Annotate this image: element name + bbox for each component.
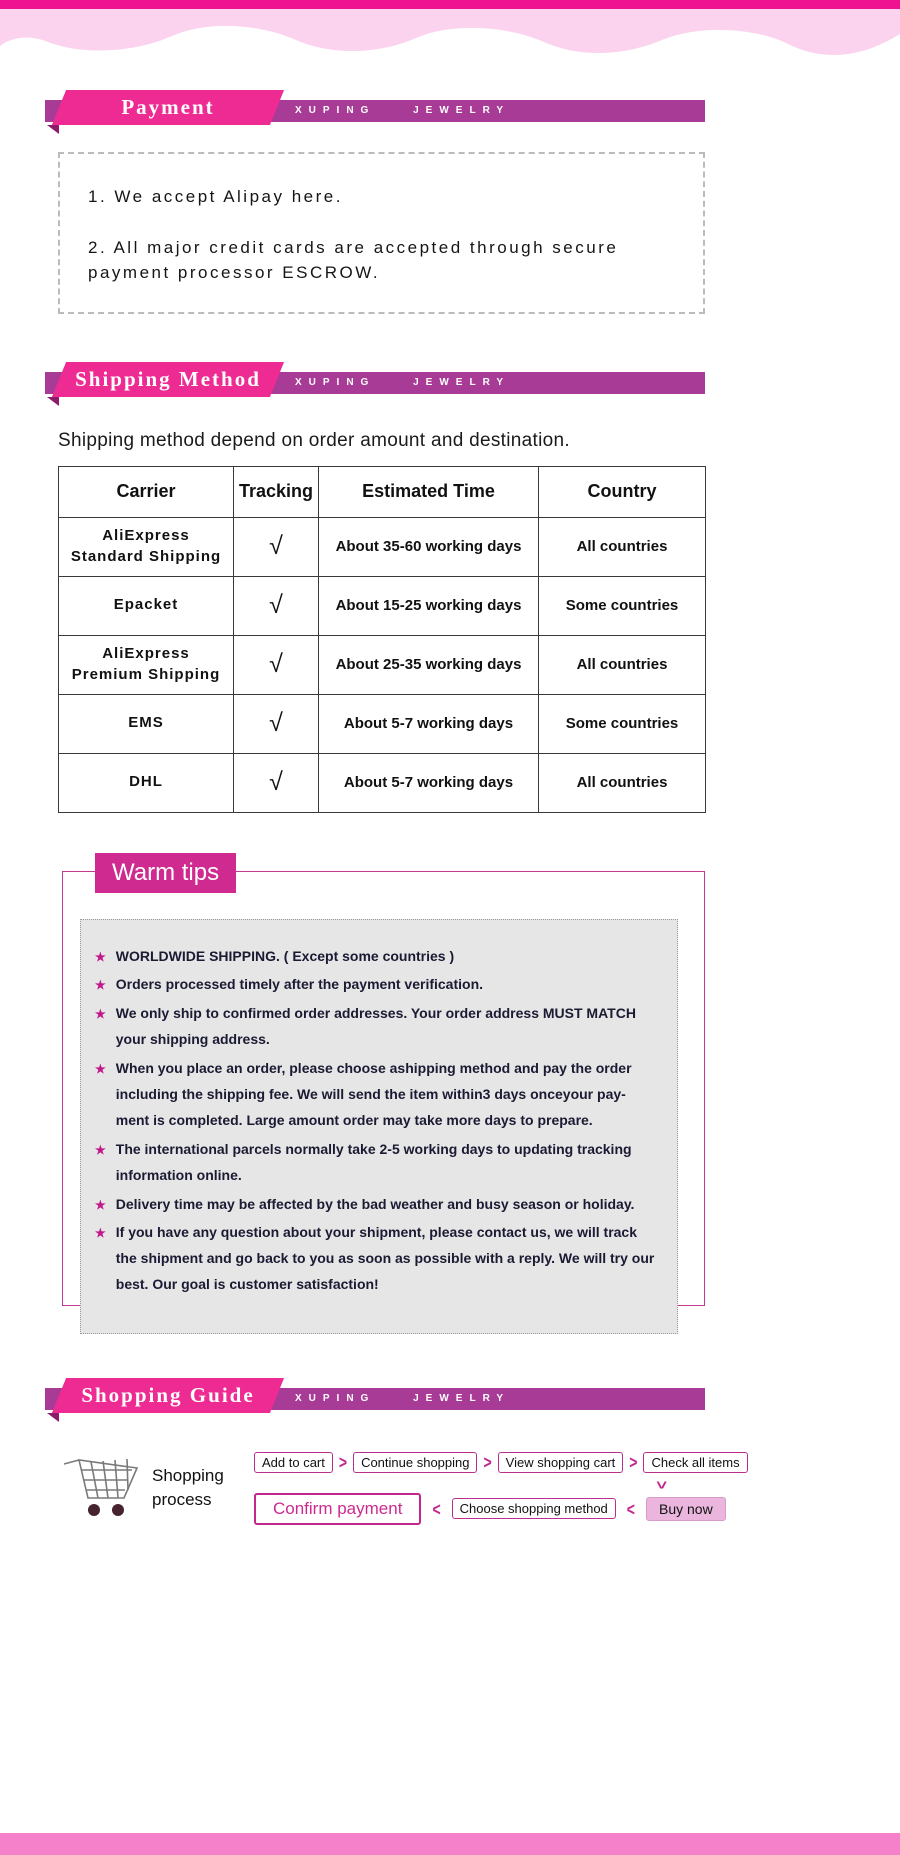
tip-item — [95, 1137, 659, 1189]
payment-ribbon — [52, 90, 284, 125]
tip-item — [95, 1220, 659, 1298]
chevron-left-icon: < — [626, 1497, 635, 1520]
continue-shopping-button[interactable]: Continue shopping — [353, 1452, 477, 1473]
country-cell: Some countries — [539, 576, 706, 635]
carrier-cell: AliExpress Premium Shipping — [59, 635, 234, 694]
tip-text: If you have any question about your shipment, please contact us, we will track the shipment and go back to you as soon as possible with a reply. We will try our best. Our goal is customer satisfaction! — [115, 1224, 655, 1293]
shopping-cart-icon — [58, 1444, 144, 1524]
tracking-check-icon: √ — [234, 517, 319, 576]
flow-row-1 — [254, 1451, 740, 1473]
col-header-tracking: Tracking — [234, 466, 319, 517]
tip-item — [95, 1056, 659, 1134]
star-icon: ★ — [95, 1062, 106, 1077]
chevron-down-icon: > — [651, 1480, 673, 1489]
table-row — [59, 517, 706, 576]
carrier-cell: DHL — [59, 753, 234, 812]
warm-tips-box — [80, 919, 678, 1334]
col-header-time: Estimated Time — [319, 466, 539, 517]
star-icon: ★ — [95, 1007, 106, 1022]
table-row — [59, 635, 706, 694]
choose-shipping-method-button[interactable]: Choose shopping method — [452, 1498, 616, 1519]
shopping-process-area — [58, 1438, 900, 1525]
carrier-cell: AliExpress Standard Shipping — [59, 517, 234, 576]
star-icon: ★ — [95, 1142, 106, 1157]
time-cell: About 5-7 working days — [319, 753, 539, 812]
chevron-right-icon: > — [338, 1451, 348, 1473]
warm-tips-section — [62, 853, 705, 1334]
star-icon: ★ — [95, 1197, 106, 1212]
star-icon: ★ — [95, 978, 106, 993]
tip-text: Orders processed timely after the payment verification. — [115, 976, 484, 993]
check-all-items-button[interactable]: Check all items — [643, 1452, 747, 1473]
table-row — [59, 576, 706, 635]
col-header-country: Country — [539, 466, 706, 517]
chevron-left-icon: < — [432, 1497, 441, 1520]
table-row — [59, 753, 706, 812]
chevron-right-icon: > — [483, 1451, 492, 1473]
bottom-bar — [0, 1833, 900, 1855]
carrier-cell: EMS — [59, 694, 234, 753]
chevron-right-icon: > — [629, 1451, 638, 1473]
payment-note-2: 2. All major credit cards are accepted through secure payment processor ESCROW. — [88, 237, 619, 282]
top-wave — [0, 0, 900, 64]
time-cell: About 15-25 working days — [319, 576, 539, 635]
country-cell: All countries — [539, 753, 706, 812]
payment-note-1: 1. We accept Alipay here. — [88, 187, 343, 206]
tip-item — [95, 944, 659, 970]
col-header-carrier: Carrier — [59, 466, 234, 517]
shipping-ribbon — [52, 362, 284, 397]
tracking-check-icon: √ — [234, 576, 319, 635]
brand-watermark: XUPING JEWELRY — [295, 376, 511, 388]
time-cell: About 5-7 working days — [319, 694, 539, 753]
shipping-intro: Shipping method depend on order amount and destination. — [58, 429, 570, 451]
tip-text: WORLDWIDE SHIPPING. ( Except some countries ) — [115, 947, 455, 964]
payment-title: Payment — [121, 95, 215, 119]
ribbon-fold — [47, 397, 59, 406]
guide-ribbon — [52, 1378, 284, 1413]
time-cell: About 35-60 working days — [319, 517, 539, 576]
payment-section-header — [45, 90, 725, 132]
guide-section-header — [45, 1378, 725, 1420]
country-cell: All countries — [539, 517, 706, 576]
tip-text: Delivery time may be affected by the bad weather and busy season or holiday. — [115, 1195, 635, 1212]
confirm-payment-button[interactable]: Confirm payment — [254, 1493, 421, 1525]
tracking-check-icon: √ — [234, 753, 319, 812]
table-header-row — [59, 466, 706, 517]
country-cell: All countries — [539, 635, 706, 694]
star-icon: ★ — [95, 949, 106, 964]
process-flow — [254, 1451, 740, 1525]
shipping-section-header — [45, 362, 725, 404]
wave-graphic — [0, 0, 900, 64]
shipping-title: Shipping Method — [75, 366, 261, 391]
brand-watermark: XUPING JEWELRY — [295, 1392, 511, 1404]
table-row — [59, 694, 706, 753]
tip-text: We only ship to confirmed order addresses. Your order address MUST MATCH your shipping address. — [115, 1005, 636, 1048]
carrier-cell: Epacket — [59, 576, 234, 635]
tracking-check-icon: √ — [234, 694, 319, 753]
process-label: Shopping process — [152, 1465, 224, 1510]
country-cell: Some countries — [539, 694, 706, 753]
time-cell: About 25-35 working days — [319, 635, 539, 694]
ribbon-fold — [47, 1413, 59, 1422]
tip-item — [95, 972, 659, 998]
add-to-cart-button[interactable]: Add to cart — [254, 1452, 333, 1473]
tip-item — [95, 1192, 659, 1218]
tip-text: When you place an order, please choose ashipping method and pay the order including the shipping fee. We will send the item within3 days onceyour pay-ment is completed. Large amount order may take more days to prepare. — [115, 1060, 632, 1128]
payment-note-box — [58, 152, 705, 314]
tracking-check-icon: √ — [234, 635, 319, 694]
buy-now-button[interactable]: Buy now — [646, 1497, 726, 1521]
brand-watermark: XUPING JEWELRY — [295, 105, 511, 116]
tip-item — [95, 1001, 659, 1053]
view-cart-button[interactable]: View shopping cart — [498, 1452, 624, 1473]
tip-text: The international parcels normally take 2-5 working days to updating tracking information online. — [115, 1140, 632, 1183]
flow-row-2 — [254, 1493, 734, 1525]
star-icon: ★ — [95, 1226, 106, 1241]
warm-tips-title: Warm tips — [95, 853, 236, 893]
shipping-table — [58, 466, 706, 813]
guide-title: Shopping Guide — [81, 1382, 255, 1407]
ribbon-fold — [47, 125, 59, 134]
